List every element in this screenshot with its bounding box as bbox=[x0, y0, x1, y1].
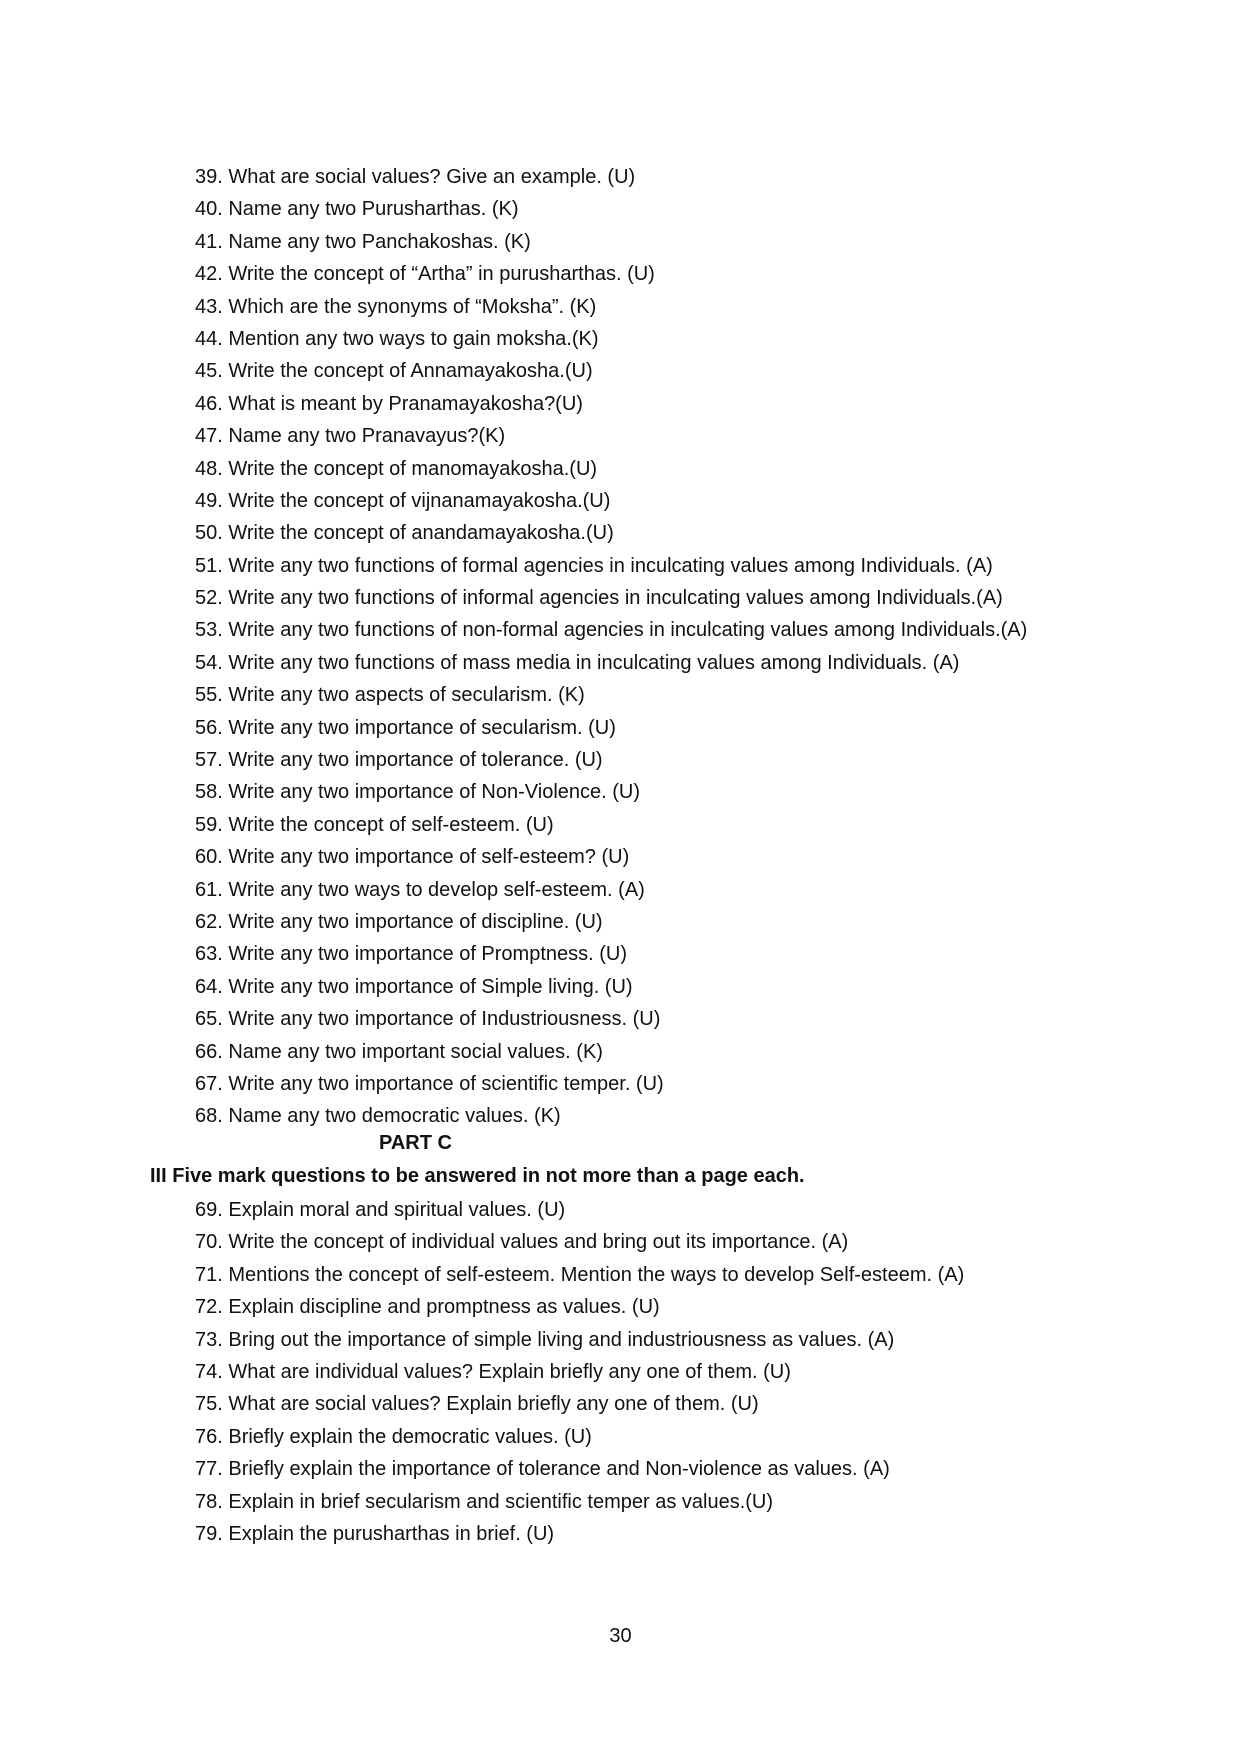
question-39: 39. What are social values? Give an example. (U) bbox=[195, 166, 636, 188]
question-78: 78. Explain in brief secularism and scientific temper as values.(U) bbox=[195, 1490, 774, 1513]
question-57: 57. Write any two importance of tolerance. (U) bbox=[195, 749, 603, 772]
question-67: 67. Write any two importance of scientific temper. (U) bbox=[195, 1072, 664, 1095]
question-list-part-c bbox=[195, 1194, 964, 1550]
question-79: 79. Explain the purusharthas in brief. (U) bbox=[195, 1522, 555, 1545]
question-62: 62. Write any two importance of discipline. (U) bbox=[195, 910, 603, 933]
question-48: 48. Write the concept of manomayakosha.(U) bbox=[195, 457, 598, 480]
question-75: 75. What are social values? Explain briefly any one of them. (U) bbox=[195, 1393, 759, 1416]
question-77: 77. Briefly explain the importance of tolerance and Non-violence as values. (A) bbox=[195, 1458, 890, 1481]
section-instruction: III Five mark questions to be answered in not more than a page each. bbox=[150, 1165, 805, 1187]
question-43: 43. Which are the synonyms of “Moksha”. (K) bbox=[195, 295, 597, 318]
question-64: 64. Write any two importance of Simple living. (U) bbox=[195, 975, 633, 998]
question-47: 47. Name any two Pranavayus?(K) bbox=[195, 425, 506, 448]
question-42: 42. Write the concept of “Artha” in purusharthas. (U) bbox=[195, 263, 655, 286]
question-65: 65. Write any two importance of Industriousness. (U) bbox=[195, 1008, 661, 1031]
question-69: 69. Explain moral and spiritual values. (U) bbox=[195, 1199, 566, 1221]
question-60: 60. Write any two importance of self-esteem? (U) bbox=[195, 846, 630, 869]
question-55: 55. Write any two aspects of secularism. (K) bbox=[195, 684, 585, 707]
question-71: 71. Mentions the concept of self-esteem. Mention the ways to develop Self-esteem. (A) bbox=[195, 1263, 965, 1286]
question-list-part-b bbox=[195, 161, 1027, 1133]
question-50: 50. Write the concept of anandamayakosha.(U) bbox=[195, 522, 614, 545]
question-45: 45. Write the concept of Annamayakosha.(U) bbox=[195, 360, 593, 383]
question-66: 66. Name any two important social values. (K) bbox=[195, 1040, 603, 1063]
question-73: 73. Bring out the importance of simple living and industriousness as values. (A) bbox=[195, 1328, 895, 1351]
question-56: 56. Write any two importance of secularism. (U) bbox=[195, 716, 616, 739]
question-70: 70. Write the concept of individual values and bring out its importance. (A) bbox=[195, 1231, 849, 1254]
question-41: 41. Name any two Panchakoshas. (K) bbox=[195, 230, 531, 253]
part-c-heading: PART C bbox=[379, 1132, 452, 1154]
question-74: 74. What are individual values? Explain briefly any one of them. (U) bbox=[195, 1360, 791, 1383]
question-40: 40. Name any two Purusharthas. (K) bbox=[195, 198, 519, 221]
question-46: 46. What is meant by Pranamayakosha?(U) bbox=[195, 392, 583, 415]
page-number: 30 bbox=[609, 1625, 632, 1647]
question-52: 52. Write any two functions of informal agencies in inculcating values among Individuals.(A) bbox=[195, 587, 1003, 610]
question-61: 61. Write any two ways to develop self-esteem. (A) bbox=[195, 878, 645, 901]
question-72: 72. Explain discipline and promptness as values. (U) bbox=[195, 1296, 660, 1319]
question-49: 49. Write the concept of vijnanamayakosha.(U) bbox=[195, 489, 611, 512]
question-44: 44. Mention any two ways to gain moksha.(K) bbox=[195, 327, 599, 350]
question-54: 54. Write any two functions of mass media in inculcating values among Individuals. (A) bbox=[195, 651, 960, 674]
question-58: 58. Write any two importance of Non-Violence. (U) bbox=[195, 781, 641, 804]
question-76: 76. Briefly explain the democratic values. (U) bbox=[195, 1425, 592, 1448]
question-53: 53. Write any two functions of non-formal agencies in inculcating values among Individuals.(A) bbox=[195, 619, 1028, 642]
question-51: 51. Write any two functions of formal agencies in inculcating values among Individuals. (A) bbox=[195, 554, 993, 577]
question-59: 59. Write the concept of self-esteem. (U) bbox=[195, 813, 554, 836]
question-63: 63. Write any two importance of Promptness. (U) bbox=[195, 943, 628, 966]
question-68: 68. Name any two democratic values. (K) bbox=[195, 1105, 561, 1128]
